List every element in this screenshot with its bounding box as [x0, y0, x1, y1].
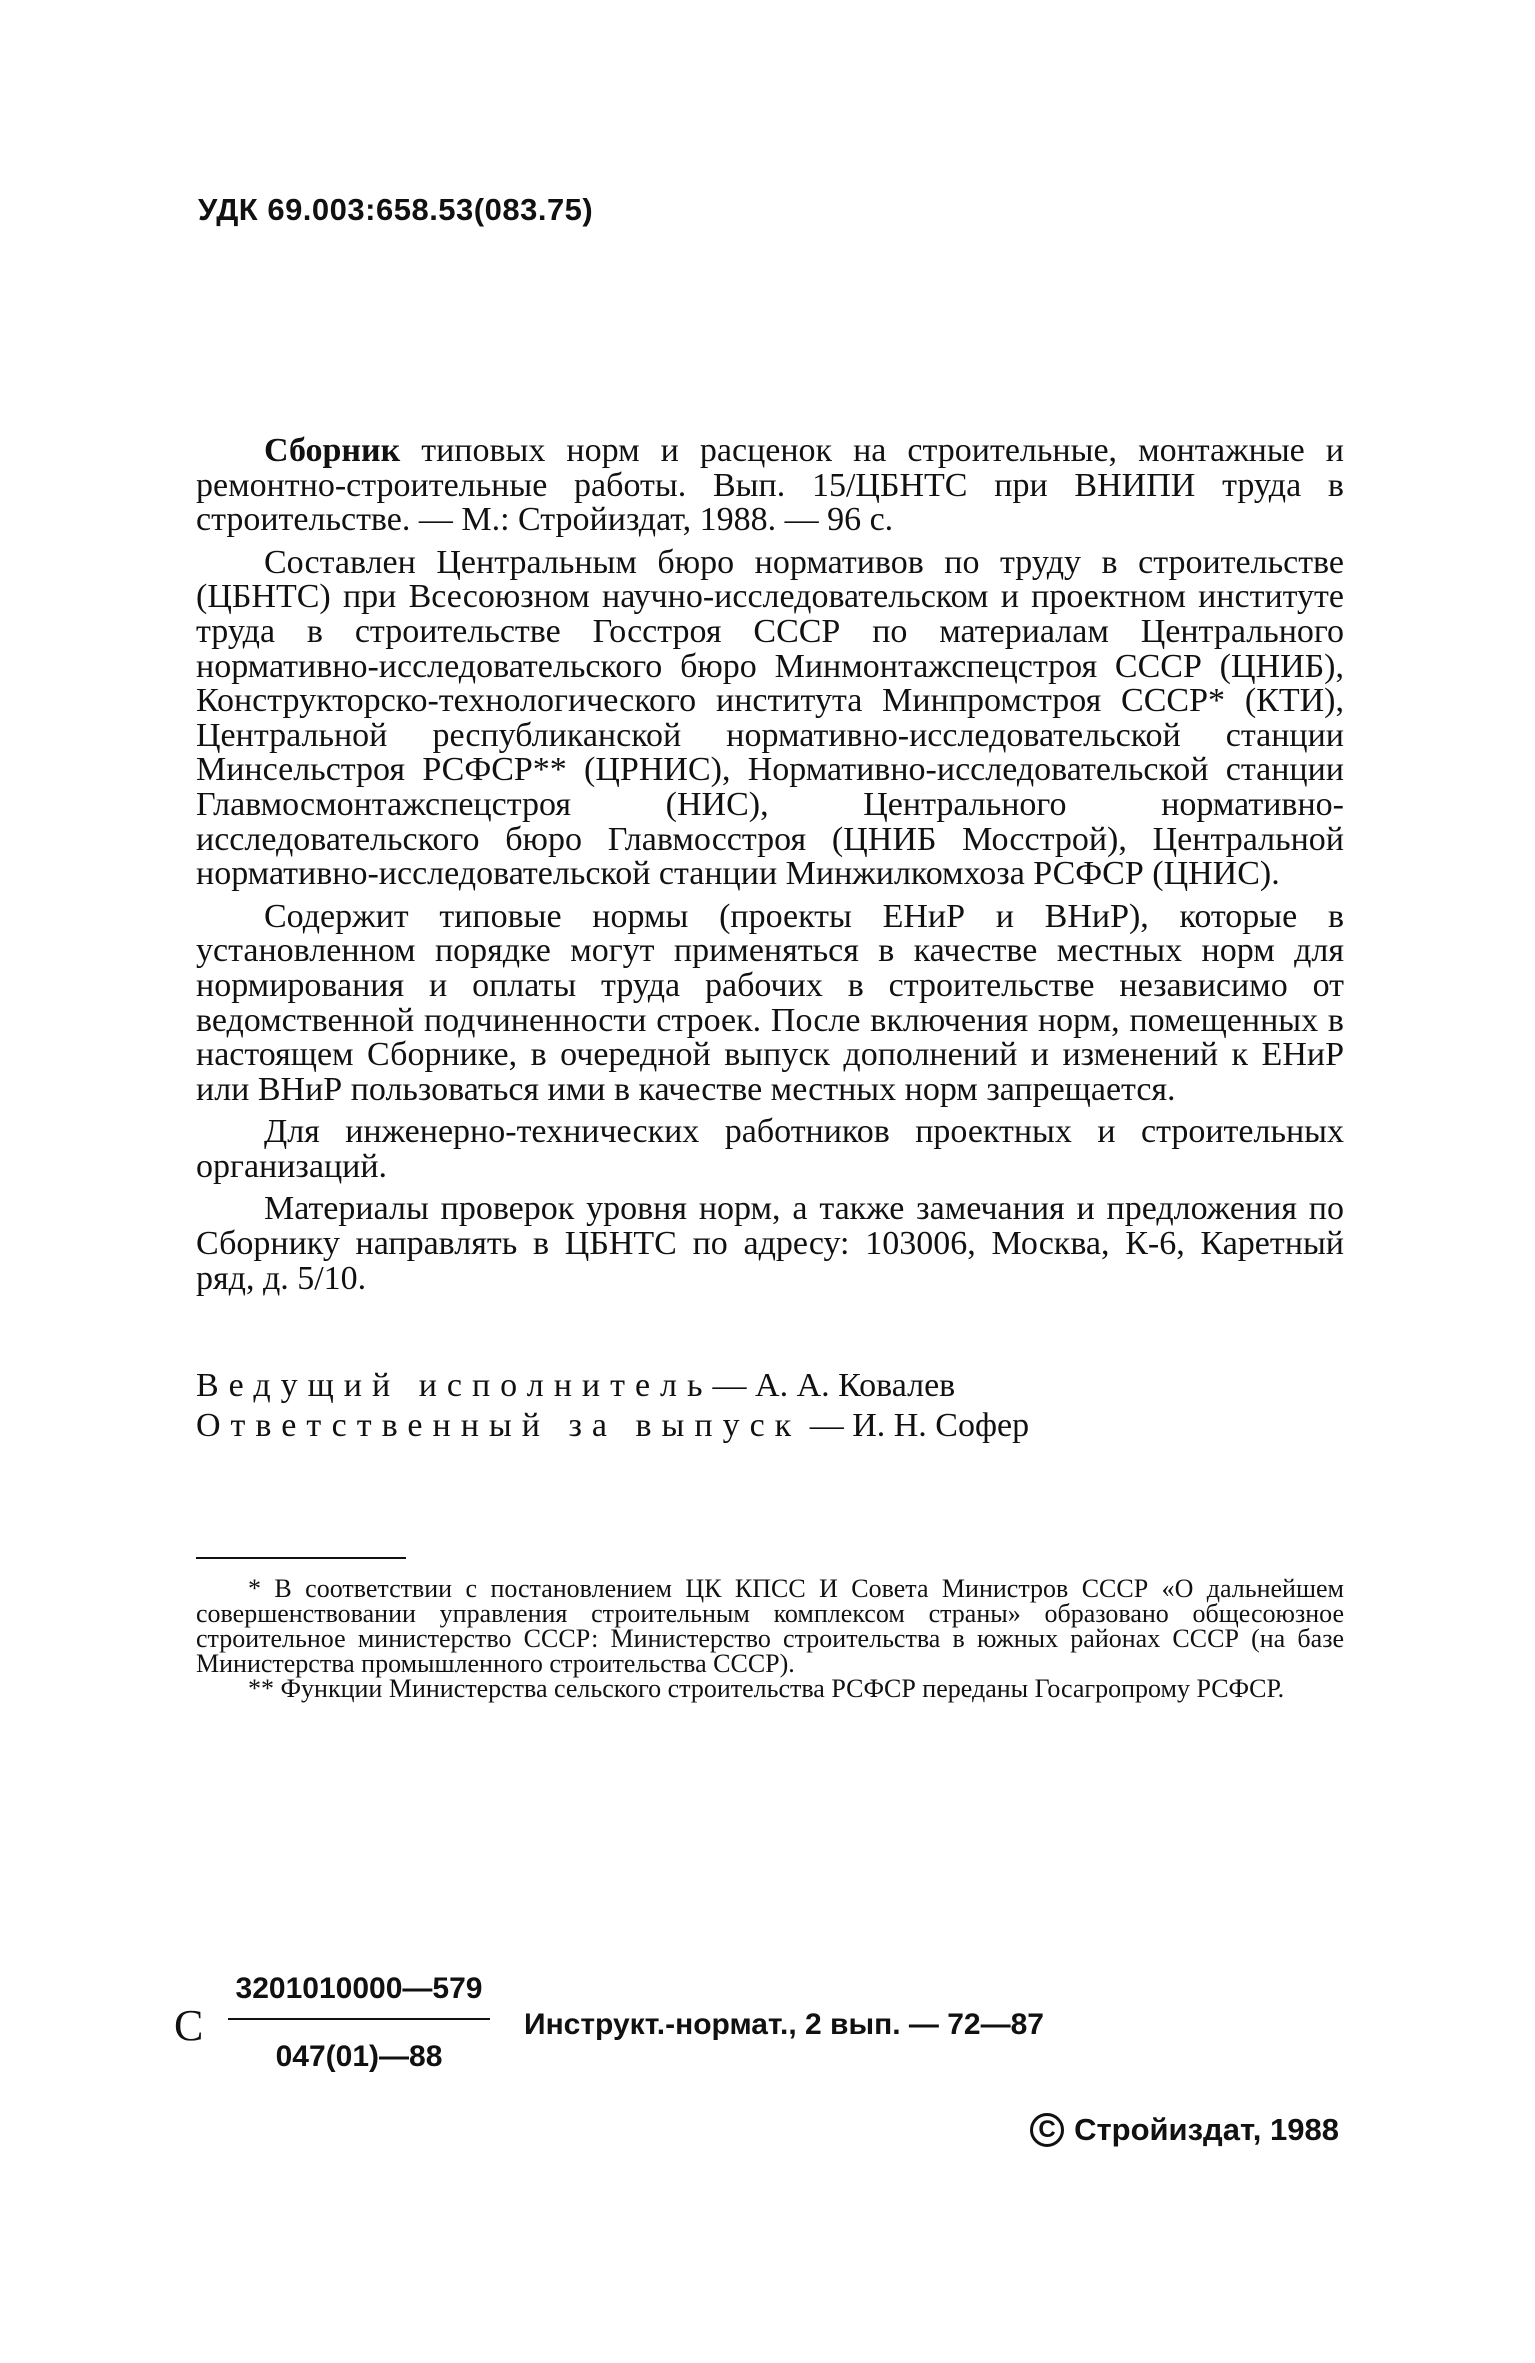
catalog-numerator: 3201010000—579 — [235, 1972, 483, 2005]
udc-code: УДК 69.003:658.53(083.75) — [198, 192, 594, 227]
copyright-icon: С — [1030, 2113, 1064, 2147]
credit-lead-executor — [196, 1366, 1029, 1406]
catalog-description: Инструкт.-нормат., 2 вып. — 72—87 — [524, 2008, 1044, 2041]
paragraph-compiled-by: Составлен Центральным бюро нормативов по труду в строительстве (ЦБНТС) при Всесоюзном научно-исследовательском и проектном институте труда в строительстве Госстроя СССР по материалам Центрального нормативно-исследовательского бюро Минмонтажспецстроя СССР (ЦНИБ), Конструкторско-технологического института Минпромстроя СССР* (КТИ), Центральной республиканской нормативно-исследовательской станции Минсельстроя РСФСР** (ЦРНИС), Нормативно-исследовательской станции Главмосмонтажспецстроя (НИС), Центрального нормативно-исследовательского бюро Главмосстроя (ЦНИБ Мосстрой), Центральной нормативно-исследовательской станции Минжилкомхоза РСФСР (ЦНИС). — [196, 543, 1344, 893]
credits — [196, 1366, 1029, 1446]
copyright — [1030, 2112, 1339, 2148]
footnote: ** Функции Министерства сельского строительства РСФСР переданы Госагропрому РСФСР. — [248, 1674, 1285, 1703]
catalog-letter: С — [174, 2001, 204, 2050]
copyright-text: Стройиздат, 1988 — [1074, 2112, 1339, 2147]
credit-role: Ответственный за выпуск — [196, 1407, 802, 1444]
footnote: * В соответствии с постановлением ЦК КПСС И Совета Министров СССР «О дальнейшем совершенствовании управления строительным комплексом страны» образовано общесоюзное строительное министерство СССР: Министерство строительства в южных районах СССР (на базе Министерства промышленного строительства СССР). — [196, 1574, 1344, 1678]
annotation-block — [196, 434, 1344, 1296]
paragraph-contents: Содержит типовые нормы (проекты ЕНиР и ВНиР), которые в установленном порядке могут применяться в качестве местных норм для нормирования и оплаты труда рабочих в строительстве независимо от ведомственной подчиненности строек. После включения норм, помещенных в настоящем Сборнике, в очередной выпуск дополнений и изменений к ЕНиР или ВНиР пользоваться ими в качестве местных норм запрещается. — [196, 897, 1344, 1108]
paragraph-audience: Для инженерно-технических работников проектных и строительных организаций. — [196, 1113, 1344, 1185]
credit-role: Ведущий исполнитель — [196, 1367, 713, 1404]
footnote-divider — [196, 1557, 406, 1559]
credit-name: — А. А. Ковалев — [712, 1367, 956, 1404]
bibliographic-record — [196, 434, 1344, 538]
bibliographic-text: типовых норм и расценок на строительные, монтажные и ремонтно-строительные работы. Вып. 15/ЦБНТС при ВНИПИ труда в строительстве. — М.: Стройиздат, 1988. — 96 с. — [196, 432, 1344, 539]
catalog-fraction-line — [228, 2018, 490, 2020]
catalog-denominator: 047(01)—88 — [275, 2040, 443, 2073]
paragraph-address: Материалы проверок уровня норм, а также замечания и предложения по Сборнику направлять в ЦБНТС по адресу: 103006, Москва, К-6, Каретный ряд, д. 5/10. — [196, 1190, 1344, 1297]
footnotes — [196, 1576, 1344, 1701]
bibliographic-lead: Сборник — [264, 432, 401, 469]
credit-responsible — [196, 1406, 1029, 1446]
credit-name: — И. Н. Софер — [801, 1407, 1030, 1444]
